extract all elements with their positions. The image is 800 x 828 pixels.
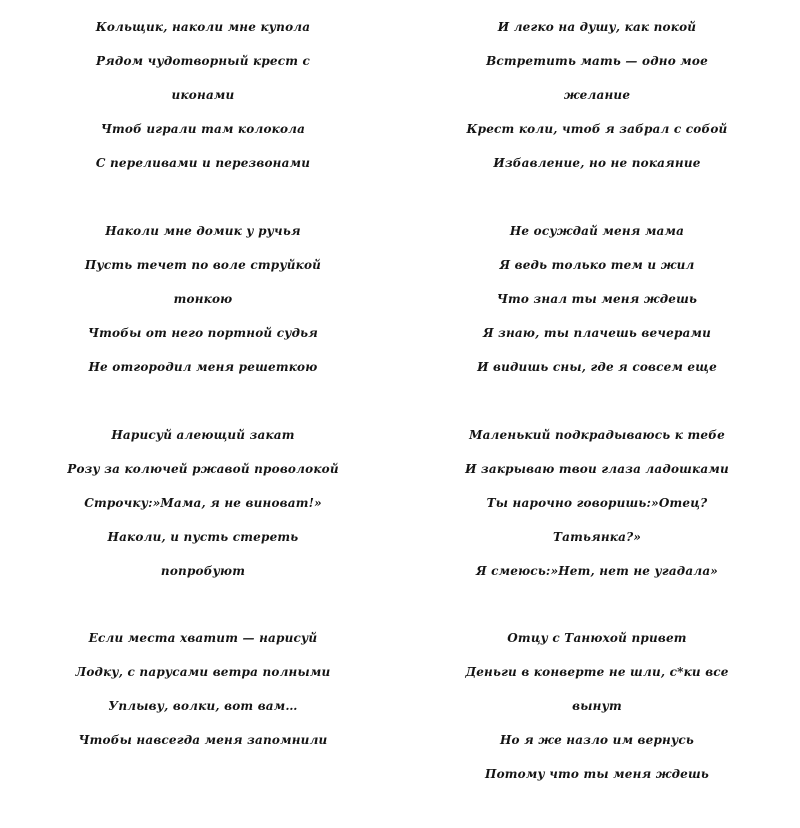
left-stanza-4: [8, 621, 398, 757]
lyric-line: Чтобы от него портной судья: [87, 326, 319, 340]
lyric-line: И видишь сны, где я совсем еще: [477, 360, 717, 374]
lyric-line: Избавление, но не покаяние: [493, 156, 701, 170]
left-stanza-2: [8, 214, 398, 384]
lyric-line: Я смеюсь:»Нет, нет не угадала»: [475, 564, 718, 578]
lyric-line: желание: [563, 88, 631, 102]
lyric-line: И закрываю твои глаза ладошками: [465, 462, 729, 476]
lyric-line: Я знаю, ты плачешь вечерами: [482, 326, 712, 340]
lyric-line: Наколи мне домик у ручья: [105, 224, 301, 238]
right-stanza-4: [402, 621, 792, 791]
lyric-line: Лодку, с парусами ветра полными: [75, 665, 331, 679]
lyric-line: Чтобы навсегда меня запомнили: [78, 733, 328, 747]
lyric-line: Ты нарочно говоришь:»Отец?: [486, 496, 708, 510]
right-stanza-2: [402, 214, 792, 384]
lyric-line: Я ведь только тем и жил: [499, 258, 695, 272]
lyric-line: Не отгородил меня решеткою: [88, 360, 318, 374]
lyric-line: тонкою: [173, 292, 233, 306]
lyric-line: Деньги в конверте не шли, с*ки все: [465, 665, 729, 679]
lyric-line: Что знал ты меня ждешь: [496, 292, 698, 306]
lyric-line: Строчку:»Мама, я не виноват!»: [84, 496, 322, 510]
lyric-line: Но я же назло им вернусь: [499, 733, 695, 747]
lyric-line: Нарисуй алеющий закат: [111, 428, 295, 442]
lyric-line: И легко на душу, как покой: [497, 20, 697, 34]
lyric-line: Маленький подкрадываюсь к тебе: [469, 428, 725, 442]
lyric-line: Розу за колючей ржавой проволокой: [67, 462, 339, 476]
lyric-line: Уплыву, волки, вот вам…: [108, 699, 298, 713]
lyric-line: Не осуждай меня мама: [509, 224, 685, 238]
left-stanza-1: [8, 10, 398, 180]
lyric-line: С переливами и перезвонами: [95, 156, 311, 170]
lyric-line: вынут: [572, 699, 622, 713]
lyric-line: Кольщик, наколи мне купола: [95, 20, 311, 34]
right-stanza-1: [402, 10, 792, 180]
left-stanza-3: [8, 418, 398, 588]
lyric-line: иконами: [171, 88, 235, 102]
lyric-line: Встретить мать — одно мое: [486, 54, 708, 68]
lyric-line: Чтоб играли там колокола: [100, 122, 306, 136]
lyric-line: Потому что ты меня ждешь: [485, 767, 709, 781]
lyric-line: Отцу с Танюхой привет: [507, 631, 687, 645]
lyric-line: Если места хватит — нарисуй: [88, 631, 318, 645]
lyric-line: попробуют: [160, 564, 246, 578]
right-stanza-3: [402, 418, 792, 588]
lyric-line: Наколи, и пусть стереть: [107, 530, 299, 544]
lyric-line: Рядом чудотворный крест с: [95, 54, 311, 68]
lyric-line: Крест коли, чтоб я забрал с собой: [466, 122, 728, 136]
lyric-line: Татьянка?»: [552, 530, 642, 544]
lyric-line: Пусть течет по воле струйкой: [84, 258, 322, 272]
